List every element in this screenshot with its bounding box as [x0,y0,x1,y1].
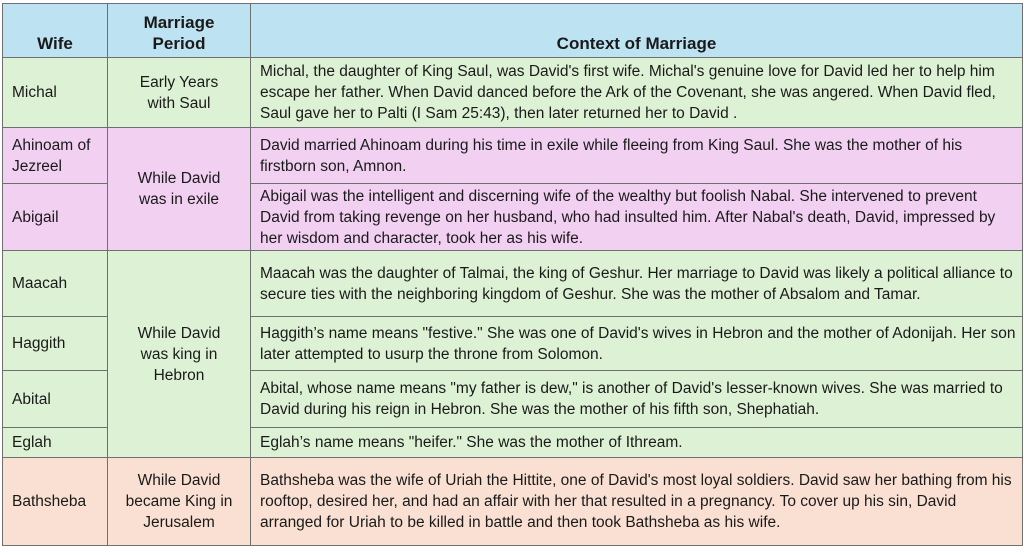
wives-table-container [2,3,1023,546]
context-cell: Abital, whose name means "my father is dew," is another of David's lesser-known wives. She was married to David during his reign in Hebron. She was the mother of his fifth son, Shephatiah. [251,371,1023,428]
context-cell: David married Ahinoam during his time in exile while fleeing from King Saul. She was the mother of his firstborn son, Amnon. [251,128,1023,184]
header-row [3,4,1023,58]
table-row [3,458,1023,546]
context-cell: Haggith’s name means "festive." She was one of David's wives in Hebron and the mother of Adonijah. Her son later attempted to usurp the throne from Solomon. [251,317,1023,371]
header-marriage-period: Marriage Period [108,4,251,58]
context-cell: Eglah’s name means "heifer." She was the mother of Ithream. [251,428,1023,458]
table-row [3,128,1023,184]
period-cell-hebron: While David was king in Hebron [108,251,251,458]
context-cell: Maacah was the daughter of Talmai, the king of Geshur. Her marriage to David was likely a political alliance to secure ties with the neighboring kingdom of Geshur. She was the mother of Absalom and Tamar. [251,251,1023,317]
wife-cell: Abigail [3,184,108,251]
period-cell-exile: While David was in exile [108,128,251,251]
period-cell-jerusalem: While David became King in Jerusalem [108,458,251,546]
context-cell: Bathsheba was the wife of Uriah the Hittite, one of David's most loyal soldiers. David saw her bathing from his rooftop, desired her, and had an affair with her that resulted in a pregnancy. To cover up his sin, David arranged for Uriah to be killed in battle and then took Bathsheba as his wife. [251,458,1023,546]
wife-cell: Bathsheba [3,458,108,546]
table-row [3,58,1023,128]
wife-cell: Michal [3,58,108,128]
header-wife: Wife [3,4,108,58]
table-row [3,251,1023,317]
header-context: Context of Marriage [251,4,1023,58]
wives-of-david-table [2,3,1023,546]
wife-cell: Abital [3,371,108,428]
context-cell: Abigail was the intelligent and discerning wife of the wealthy but foolish Nabal. She intervened to prevent David from taking revenge on her husband, who had insulted him. After Nabal's death, David, impressed by her wisdom and character, took her as his wife. [251,184,1023,251]
wife-cell: Eglah [3,428,108,458]
period-cell-saul: Early Years with Saul [108,58,251,128]
wife-cell: Ahinoam of Jezreel [3,128,108,184]
context-cell: Michal, the daughter of King Saul, was David's first wife. Michal's genuine love for David led her to help him escape her father. When David danced before the Ark of the Covenant, she was angered. When David fled, Saul gave her to Palti (I Sam 25:43), then later returned her to David . [251,58,1023,128]
wife-cell: Haggith [3,317,108,371]
wife-cell: Maacah [3,251,108,317]
